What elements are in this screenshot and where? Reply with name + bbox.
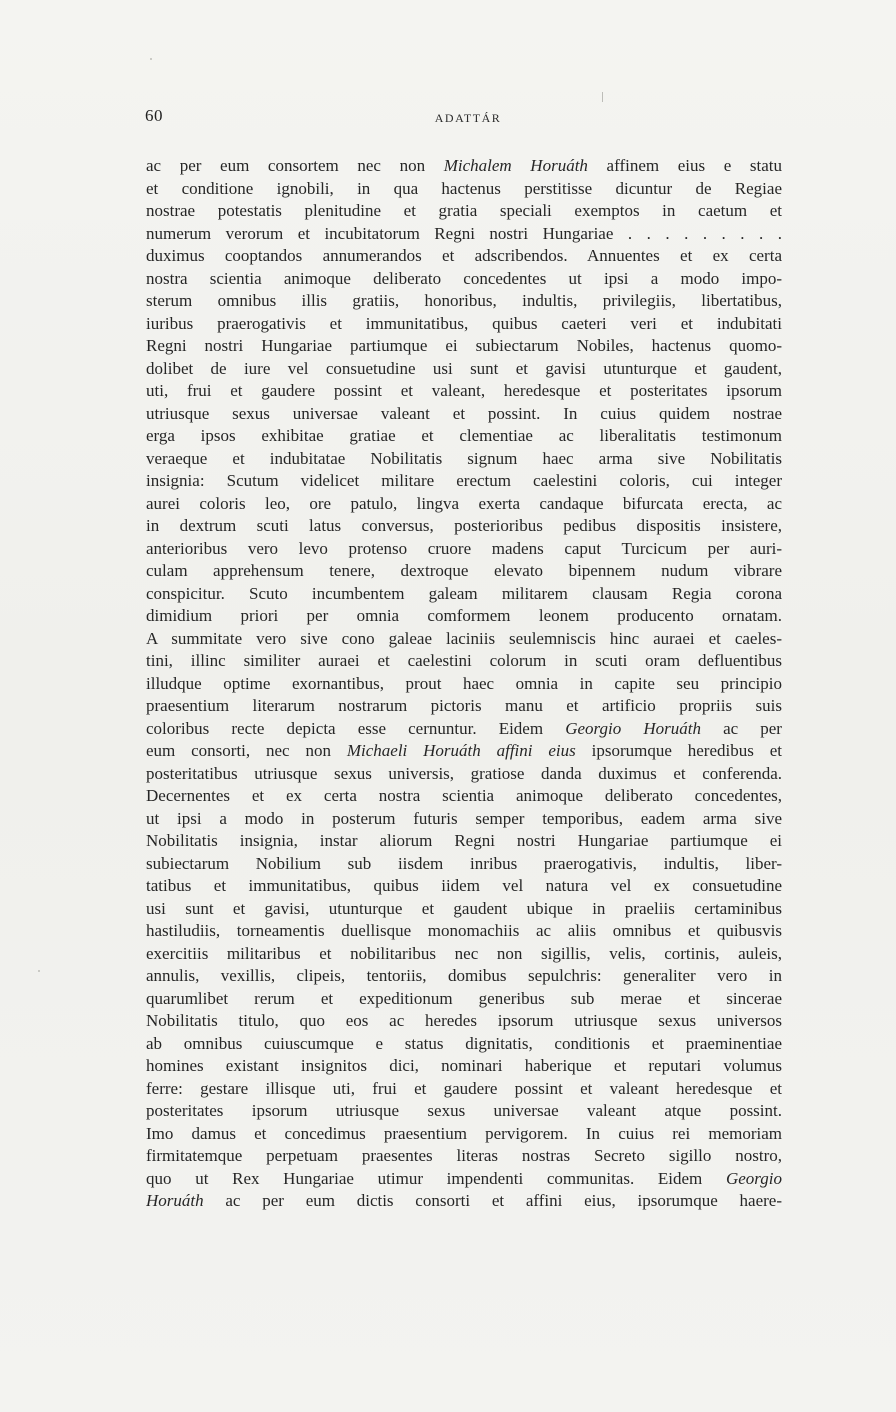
- text-run: Decernentes et ex certa nostra scientia animoque deliberato concedentes,: [146, 786, 782, 805]
- text-run: A summitate vero sive cono galeae laciniis seulemniscis hinc auraei et caeles-: [146, 628, 782, 648]
- page-number: 60: [145, 106, 163, 125]
- text-run: eum consorti, nec non: [146, 741, 347, 760]
- text-run: tini, illinc similiter auraei et caelestini colorum in scuti oram defluentibus: [146, 651, 782, 670]
- text-run: anterioribus vero levo protenso cruore madens caput Turcicum per auri-: [146, 538, 782, 558]
- text-run: conspicitur. Scuto incumbentem galeam militarem clausam Regia corona: [146, 583, 782, 603]
- text-run: duximus cooptandos annumerandos et adscribendos. Annuentes et ex certa: [146, 246, 782, 265]
- text-line: [146, 650, 782, 673]
- text-line: [146, 268, 782, 291]
- text-line: [146, 605, 782, 628]
- text-run: Imo damus et concedimus praesentium pervigorem. In cuius rei memoriam: [146, 1123, 782, 1143]
- text-line: [146, 875, 782, 898]
- text-line: [146, 695, 782, 718]
- text-run: affinem eius e statu: [587, 156, 782, 175]
- text-line: [146, 200, 782, 223]
- text-line: [146, 155, 782, 178]
- text-run: tatibus et immunitatibus, quibus iidem vel natura vel ex consuetudine: [146, 876, 782, 895]
- text-run: posteritates ipsorum utriusque sexus universae valeant atque possint.: [146, 1101, 782, 1120]
- text-line: [146, 1010, 782, 1033]
- text-line: [146, 898, 782, 921]
- text-run: aurei coloris leo, ore patulo, lingva exerta candaque bifurcata erecta, ac: [146, 493, 782, 513]
- text-run: et conditione ignobili, in qua hactenus perstitisse dicuntur de Regiae: [146, 178, 782, 198]
- text-run: erga ipsos exhibitae gratiae et clementiae ac liberalitatis testimonum: [146, 426, 782, 445]
- text-line: [146, 403, 782, 426]
- text-run: nostrae potestatis plenitudine et gratia speciali exemptos in caetum et: [146, 201, 782, 220]
- text-line: [146, 628, 782, 651]
- text-run: ac per eum consortem nec non: [146, 156, 444, 175]
- text-run: culam apprehensum tenere, dextroque elevato bipennem nudum vibrare: [146, 561, 782, 580]
- text-line: [146, 1100, 782, 1123]
- text-line: [146, 920, 782, 943]
- text-line: [146, 943, 782, 966]
- text-run: nostra scientia animoque deliberato concedentes ut ipsi a modo impo-: [146, 268, 782, 288]
- text-line: [146, 425, 782, 448]
- text-run: exercitiis militaribus et nobilitaribus nec non sigillis, velis, cortinis, auleis,: [146, 943, 782, 963]
- text-line: [146, 335, 782, 358]
- paper-speck: [602, 92, 603, 102]
- text-line: [146, 493, 782, 516]
- text-run: ferre: gestare illisque uti, frui et gaudere possint et valeant heredesque et: [146, 1078, 782, 1098]
- text-run: insignia: Scutum videlicet militare erectum caelestini coloris, cui integer: [146, 471, 782, 490]
- paper-speck: [38, 970, 40, 972]
- text-run: coloribus recte depicta esse cernuntur. Eidem: [146, 718, 566, 738]
- text-run: ac per eum dictis consorti et affini eius, ipsorumque haere-: [203, 1191, 782, 1210]
- text-run: Nobilitatis titulo, quo eos ac heredes ipsorum utriusque sexus universos: [146, 1011, 782, 1030]
- text-line: [146, 965, 782, 988]
- text-run: homines existant insignitos dici, nominari haberique et reputari volumus: [146, 1056, 782, 1075]
- text-run: hastiludiis, torneamentis duellisque monomachiis ac aliis omnibus et quibusvis: [146, 921, 782, 940]
- text-line: [146, 313, 782, 336]
- text-run: utriusque sexus universae valeant et possint. In cuius quidem nostrae: [146, 403, 782, 423]
- text-run: sterum omnibus illis gratiis, honoribus, indultis, privilegiis, libertatibus,: [146, 291, 782, 310]
- text-line: [146, 1190, 782, 1213]
- text-run: dolibet de iure vel consuetudine usi sunt et gavisi utunturque et gaudent,: [146, 358, 782, 378]
- body-text: [146, 155, 782, 1213]
- text-run: usi sunt et gavisi, utunturque et gaudent ubique in praeliis certaminibus: [146, 898, 782, 918]
- italic-name: Horuáth: [146, 1191, 204, 1210]
- text-run: Nobilitatis insignia, instar aliorum Regni nostri Hungariae partiumque ei: [146, 831, 782, 850]
- text-line: [146, 560, 782, 583]
- text-line: [146, 358, 782, 381]
- text-line: [146, 290, 782, 313]
- text-line: [146, 245, 782, 268]
- text-run: illudque optime exornantibus, prout haec omnia in capite seu principio: [146, 673, 782, 693]
- text-line: [146, 673, 782, 696]
- text-run: quarumlibet rerum et expeditionum generibus sub merae et sincerae: [146, 988, 782, 1008]
- text-line: [146, 830, 782, 853]
- text-line: [146, 1078, 782, 1101]
- text-run: Regni nostri Hungariae partiumque ei subiectarum Nobiles, hactenus quomo-: [146, 336, 782, 355]
- text-line: [146, 1168, 782, 1191]
- italic-name: Michalem Horuáth: [443, 156, 588, 175]
- text-line: [146, 1033, 782, 1056]
- text-line: [146, 853, 782, 876]
- text-line: [146, 740, 782, 763]
- text-line: [146, 223, 782, 246]
- text-line: [146, 380, 782, 403]
- text-run: ac per: [700, 718, 782, 738]
- text-line: [146, 763, 782, 786]
- italic-name: Michaeli Horuáth affini eius: [346, 741, 576, 760]
- text-line: [146, 785, 782, 808]
- text-run: ipsorumque heredibus et: [575, 741, 782, 760]
- text-run: firmitatemque perpetuam praesentes literas nostras Secreto sigillo nostro,: [146, 1146, 782, 1165]
- text-line: [146, 1055, 782, 1078]
- text-run: ab omnibus cuiuscumque e status dignitatis, conditionis et praeminentiae: [146, 1033, 782, 1053]
- text-line: [146, 583, 782, 606]
- text-line: [146, 470, 782, 493]
- running-title: ADATTÁR: [434, 111, 502, 125]
- text-line: [146, 448, 782, 471]
- italic-name: Georgio: [725, 1168, 782, 1188]
- paper-speck: [150, 58, 152, 60]
- text-line: [146, 538, 782, 561]
- text-run: annulis, vexillis, clipeis, tentoriis, domibus sepulchris: generaliter vero in: [146, 966, 782, 985]
- text-line: [146, 988, 782, 1011]
- text-line: [146, 515, 782, 538]
- text-run: in dextrum scuti latus conversus, posterioribus pedibus dispositis insistere,: [146, 516, 782, 535]
- text-run: ut ipsi a modo in posterum futuris semper temporibus, eadem arma sive: [146, 808, 782, 828]
- text-run: iuribus praerogativis et immunitatibus, quibus caeteri veri et indubitati: [146, 313, 782, 333]
- text-run: veraeque et indubitatae Nobilitatis signum haec arma sive Nobilitatis: [146, 448, 782, 468]
- italic-name: Georgio Horuáth: [565, 718, 701, 738]
- text-run: subiectarum Nobilium sub iisdem inribus praerogativis, indultis, liber-: [146, 853, 782, 873]
- text-line: [146, 1123, 782, 1146]
- text-run: numerum verorum et incubitatorum Regni nostri Hungariae . . . . . . . . .: [146, 223, 782, 243]
- text-run: posteritatibus utriusque sexus universis, gratiose danda duximus et conferenda.: [146, 763, 782, 783]
- text-run: dimidium priori per omnia comformem leonem producento ornatam.: [146, 606, 782, 625]
- text-line: [146, 808, 782, 831]
- text-run: uti, frui et gaudere possint et valeant, heredesque et posteritates ipsorum: [146, 381, 782, 400]
- text-line: [146, 178, 782, 201]
- text-run: quo ut Rex Hungariae utimur impendenti communitas. Eidem: [146, 1168, 726, 1188]
- text-line: [146, 718, 782, 741]
- text-run: praesentium literarum nostrarum pictoris manu et artificio propriis suis: [146, 696, 782, 715]
- text-line: [146, 1145, 782, 1168]
